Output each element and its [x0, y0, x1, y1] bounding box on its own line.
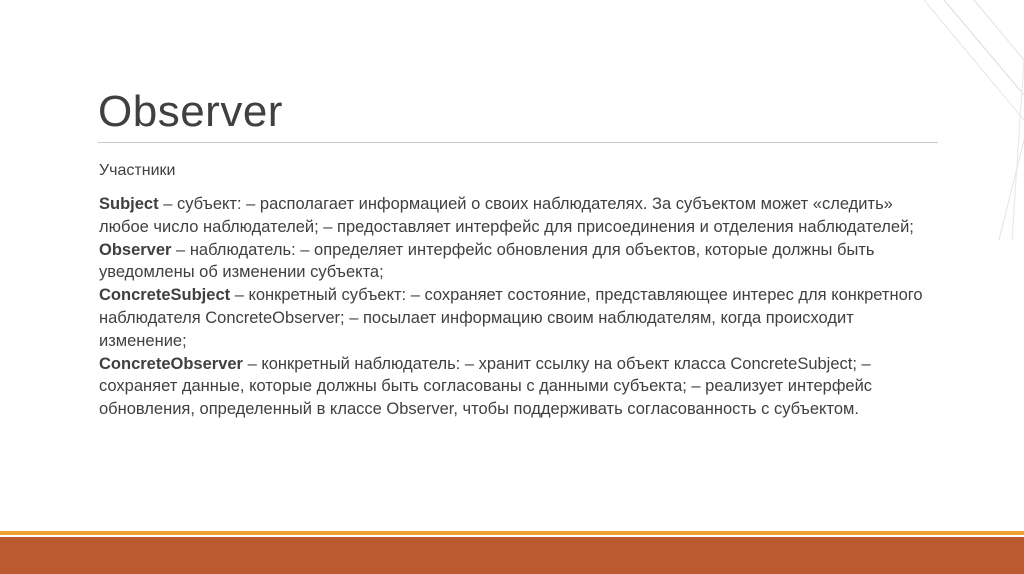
- participant-subject: [99, 193, 935, 239]
- footer-accent-stripe: [0, 531, 1024, 535]
- term-concrete-observer: ConcreteObserver: [99, 354, 243, 373]
- participants-list: [99, 193, 935, 421]
- term-observer: Observer: [99, 240, 172, 259]
- slide-title: Observer: [98, 87, 283, 136]
- description-concrete-subject: – конкретный субъект: – сохраняет состояние, представляющее интерес для конкретного наблюдателя ConcreteObserver; – посылает информацию своим наблюдателям, когда происходит изменение;: [99, 286, 923, 350]
- description-concrete-observer: – конкретный наблюдатель: – хранит ссылку на объект класса ConcreteSubject; – сохраняет данные, которые должны быть согласованы с данными субъекта; – реализует интерфейс обновления, определенный в классе Observer, чтобы поддерживать согласованность с субъектом.: [99, 354, 873, 419]
- footer-band: [0, 537, 1024, 574]
- section-subtitle: Участники: [99, 162, 176, 179]
- participant-concrete-observer: [99, 353, 935, 421]
- description-observer: – наблюдатель: – определяет интерфейс обновления для объектов, которые должны быть уведомлены об изменении субъекта;: [99, 240, 875, 282]
- participant-observer: [99, 239, 935, 285]
- term-subject: Subject: [99, 195, 159, 213]
- description-subject: – субъект: – располагает информацией о своих наблюдателях. За субъектом может «следить» любое число наблюдателей; – предоставляет интерфейс для присоединения и отделения наблюдателей;: [99, 195, 914, 236]
- title-divider: [98, 142, 938, 143]
- participant-concrete-subject: [99, 284, 935, 352]
- term-concrete-subject: ConcreteSubject: [99, 286, 231, 305]
